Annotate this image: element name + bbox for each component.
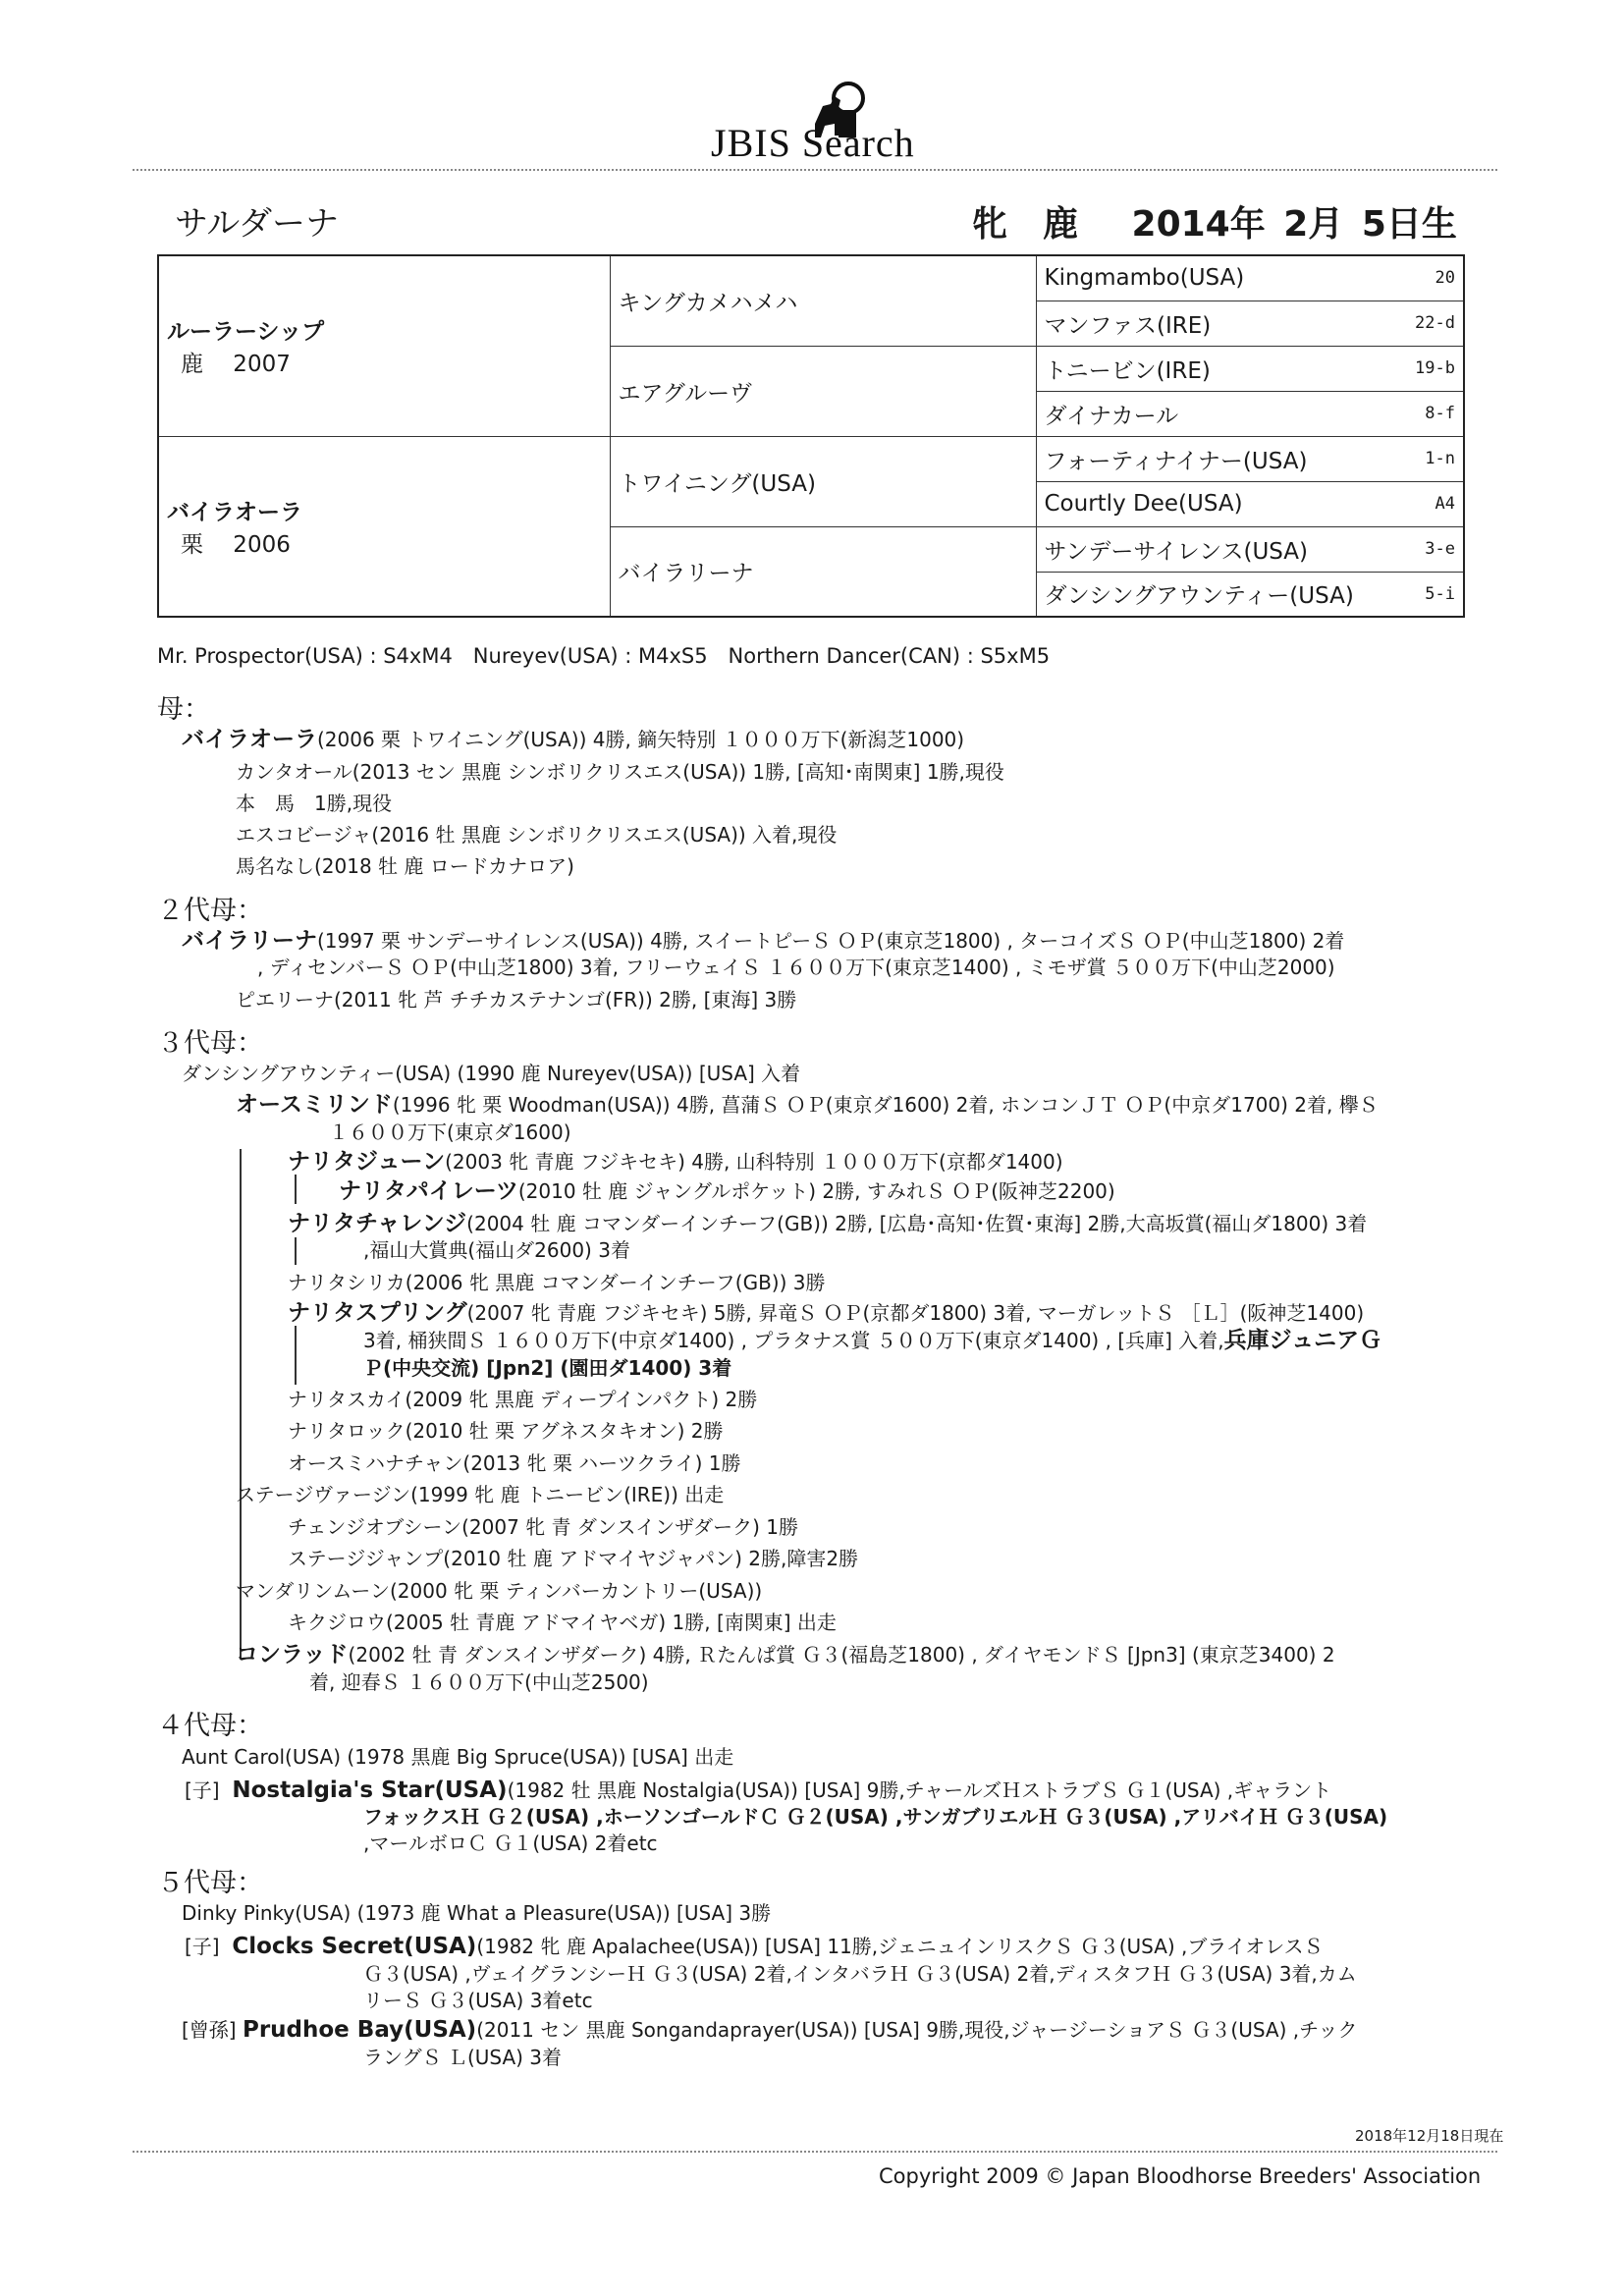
horse-info: 牝 鹿 2014年 2月 5日生 xyxy=(972,204,1457,245)
sire-name: ルーラーシップ xyxy=(167,319,325,346)
horse-name: サルダーナ xyxy=(175,204,339,244)
record-line: 着, 迎春Ｓ １６００万下(中山芝2500) xyxy=(309,1670,649,1694)
dam-name: バイラオーラ xyxy=(167,499,302,525)
family-number: 22-d xyxy=(1415,313,1455,333)
record-line: カンタオール(2013 セン 黒鹿 シンボリクリスエス(USA)) 1勝, [高知･南関東] 1勝,現役 xyxy=(236,760,1004,784)
record-line: ナリタスカイ(2009 牝 黒鹿 ディープインパクト) 2勝 xyxy=(288,1388,758,1411)
sire-cell xyxy=(158,255,610,436)
record-line: ナリタスプリング(2007 牝 青鹿 フジキセキ) 5勝, 昇竜Ｓ ＯＰ(京都ダ1800) 3着, マーガレットＳ ［Ｌ］(阪神芝1400) xyxy=(288,1300,1365,1326)
record-line: [子] Nostalgia's Star(USA)(1982 牡 黒鹿 Nostalgia(USA)) [USA] 9勝,チャールズＨストラブＳ Ｇ１(USA) ,ギャラント xyxy=(185,1777,1332,1803)
record-line: １６００万下(東京ダ1600) xyxy=(329,1121,571,1144)
record-line: キクジロウ(2005 牡 青鹿 アドマイヤベガ) 1勝, [南関東] 出走 xyxy=(288,1611,837,1634)
record-line: Aunt Carol(USA) (1978 黒鹿 Big Spruce(USA)) [USA] 出走 xyxy=(182,1745,734,1769)
record-line: ステージジャンプ(2010 牡 鹿 アドマイヤジャパン) 2勝,障害2勝 xyxy=(288,1547,859,1570)
lineage-bar xyxy=(295,1326,297,1385)
record-line: ラングＳ Ｌ(USA) 3着 xyxy=(363,2046,563,2069)
record-line: リーＳ Ｇ３(USA) 3着etc xyxy=(363,1989,593,2012)
record-line: Ｐ(中央交流) [Jpn2] (園田ダ1400) 3着 xyxy=(363,1356,732,1380)
record-line: ナリタロック(2010 牡 栗 アグネスタキオン) 2勝 xyxy=(288,1419,724,1443)
record-line: ナリタジューン(2003 牝 青鹿 フジキセキ) 4勝, 山科特別 １０００万下(京都ダ1400) xyxy=(288,1149,1063,1175)
record-line: バイラリーナ(1997 栗 サンデーサイレンス(USA)) 4勝, スイートピーＳ ＯＰ(東京芝1800) , ターコイズＳ ＯＰ(中山芝1800) 2着 xyxy=(182,928,1345,954)
pedigree-g2-cell: トワイニング(USA) xyxy=(610,436,1036,526)
record-line: バイラオーラ(2006 栗 トワイニング(USA)) 4勝, 鏑矢特別 １０００万下(新潟芝1000) xyxy=(182,727,965,752)
pedigree-g3-cell: フォーティナイナー(USA) 1-n xyxy=(1036,436,1464,481)
sire-color-year: 鹿 2007 xyxy=(181,352,291,378)
record-line: ,福山大賞典(福山ダ2600) 3着 xyxy=(363,1238,630,1262)
family-number: A4 xyxy=(1435,494,1455,514)
record-line: , ディセンバーＳ ＯＰ(中山芝1800) 3着, フリーウェイＳ １６００万下(東京芝1400) , ミモザ賞 ５００万下(中山芝2000) xyxy=(257,956,1335,979)
family-number: 1-n xyxy=(1425,449,1455,468)
record-line: [子] Clocks Secret(USA)(1982 牝 鹿 Apalachee(USA)) [USA] 11勝,ジェニュインリスクＳ Ｇ３(USA) ,ブライオレスＳ xyxy=(185,1934,1324,1959)
record-line: エスコビージャ(2016 牡 黒鹿 シンボリクリスエス(USA)) 入着,現役 xyxy=(236,823,838,847)
pedigree-g3-cell: トニービン(IRE) 19-b xyxy=(1036,346,1464,391)
family-number: 3-e xyxy=(1425,539,1455,559)
section-g3-heading: ３代母： xyxy=(157,1028,263,1059)
header-divider xyxy=(133,169,1497,171)
lineage-bar xyxy=(295,1175,297,1204)
lineage-bar xyxy=(240,1603,242,1630)
pedigree-g3-cell: サンデーサイレンス(USA) 3-e xyxy=(1036,526,1464,572)
record-line: マンダリンムーン(2000 牝 栗 ティンバーカントリー(USA)) xyxy=(236,1579,763,1603)
lineage-bar xyxy=(295,1237,297,1265)
record-line: ,マールボロＣ Ｇ１(USA) 2着etc xyxy=(363,1831,658,1855)
pedigree-g3-cell: ダイナカール 8-f xyxy=(1036,391,1464,436)
as-of-date: 2018年12月18日現在 xyxy=(1355,2127,1504,2145)
section-dam-heading: 母： xyxy=(157,694,210,725)
dam-color-year: 栗 2006 xyxy=(181,531,291,558)
inbreeding-line: Mr. Prospector(USA) : S4xM4 Nureyev(USA) : M4xS5 Northern Dancer(CAN) : S5xM5 xyxy=(157,644,1051,668)
record-line: [曾孫] Prudhoe Bay(USA)(2011 セン 黒鹿 Songandaprayer(USA)) [USA] 9勝,現役,ジャージーショアＳ Ｇ３(USA) ,チック xyxy=(182,2017,1358,2043)
record-line: オースミリンド(1996 牝 栗 Woodman(USA)) 4勝, 菖蒲Ｓ ＯＰ(東京ダ1600) 2着, ホンコンＪＴ ＯＰ(中京ダ1700) 2着, 欅Ｓ xyxy=(236,1092,1379,1118)
record-line: ピエリーナ(2011 牝 芦 チチカステナンゴ(FR)) 2勝, [東海] 3勝 xyxy=(236,988,797,1011)
record-line: Ｇ３(USA) ,ヴェイグランシーＨ Ｇ３(USA) 2着,インタバラＨ Ｇ３(USA) 2着,ディスタフＨ Ｇ３(USA) 3着,カム xyxy=(363,1962,1357,1986)
pedigree-g2-cell: バイラリーナ xyxy=(610,526,1036,617)
section-g4-heading: ４代母： xyxy=(157,1711,263,1741)
lineage-bar xyxy=(240,1507,242,1566)
family-number: 19-b xyxy=(1415,358,1455,378)
record-line: ナリタチャレンジ(2004 牡 鹿 コマンダーインチーフ(GB)) 2勝, [広島･高知･佐賀･東海] 2勝,大高坂賞(福山ダ1800) 3着 xyxy=(288,1211,1368,1236)
pedigree-g2-cell: キングカメハメハ xyxy=(610,255,1036,346)
family-number: 20 xyxy=(1435,268,1455,289)
footer-divider xyxy=(133,2151,1497,2153)
pedigree-g3-cell: マンファス(IRE) 22-d xyxy=(1036,301,1464,346)
family-number: 8-f xyxy=(1425,404,1455,423)
record-line: 馬名なし(2018 牡 鹿 ロードカナロア) xyxy=(236,854,574,878)
section-g2-heading: ２代母： xyxy=(157,896,263,926)
record-line: オースミハナチャン(2013 牝 栗 ハーツクライ) 1勝 xyxy=(288,1451,741,1475)
record-line: ステージヴァージン(1999 牝 鹿 トニービン(IRE)) 出走 xyxy=(236,1483,725,1506)
pedigree-g2-cell: エアグルーヴ xyxy=(610,346,1036,436)
pedigree-g3-cell: Kingmambo(USA) 20 xyxy=(1036,255,1464,301)
record-line: ナリタシリカ(2006 牝 黒鹿 コマンダーインチーフ(GB)) 3勝 xyxy=(288,1271,826,1294)
jbis-logo xyxy=(707,77,943,165)
record-line: ナリタパイレーツ(2010 牡 鹿 ジャングルポケット) 2勝, すみれＳ ＯＰ(阪神芝2200) xyxy=(339,1178,1115,1204)
section-g5-heading: ５代母： xyxy=(157,1868,263,1898)
pedigree-g3-cell: ダンシングアウンティー(USA) 5-i xyxy=(1036,572,1464,617)
pedigree-table xyxy=(157,254,1465,618)
pedigree-g3-cell: Courtly Dee(USA) A4 xyxy=(1036,481,1464,526)
record-line: ダンシングアウンティー(USA) (1990 鹿 Nureyev(USA)) [USA] 入着 xyxy=(182,1062,801,1085)
record-line: 本 馬 1勝,現役 xyxy=(236,792,393,815)
logo-text: JBIS Search xyxy=(711,121,915,165)
copyright: Copyright 2009 © Japan Bloodhorse Breeders' Association xyxy=(879,2164,1482,2188)
record-line: チェンジオブシーン(2007 牝 青 ダンスインザダーク) 1勝 xyxy=(288,1515,798,1539)
dam-cell xyxy=(158,436,610,617)
record-line: コンラッド(2002 牡 青 ダンスインザダーク) 4勝, Ｒたんぱ賞 Ｇ３(福島芝1800) , ダイヤモンドＳ [Jpn3] (東京芝3400) 2 xyxy=(236,1642,1335,1667)
record-line: 3着, 桶狭間Ｓ １６００万下(中京ダ1400) , プラタナス賞 ５００万下(東京ダ1400) , [兵庫] 入着,兵庫ジュニアＧ xyxy=(363,1328,1382,1353)
record-line: フォックスＨ Ｇ２(USA) ,ホーソンゴールドＣ Ｇ２(USA) ,サンガブリエルＨ Ｇ３(USA) ,アリバイＨ Ｇ３(USA) xyxy=(363,1805,1388,1829)
record-line: Dinky Pinky(USA) (1973 鹿 What a Pleasure(USA)) [USA] 3勝 xyxy=(182,1901,772,1925)
family-number: 5-i xyxy=(1425,583,1455,604)
